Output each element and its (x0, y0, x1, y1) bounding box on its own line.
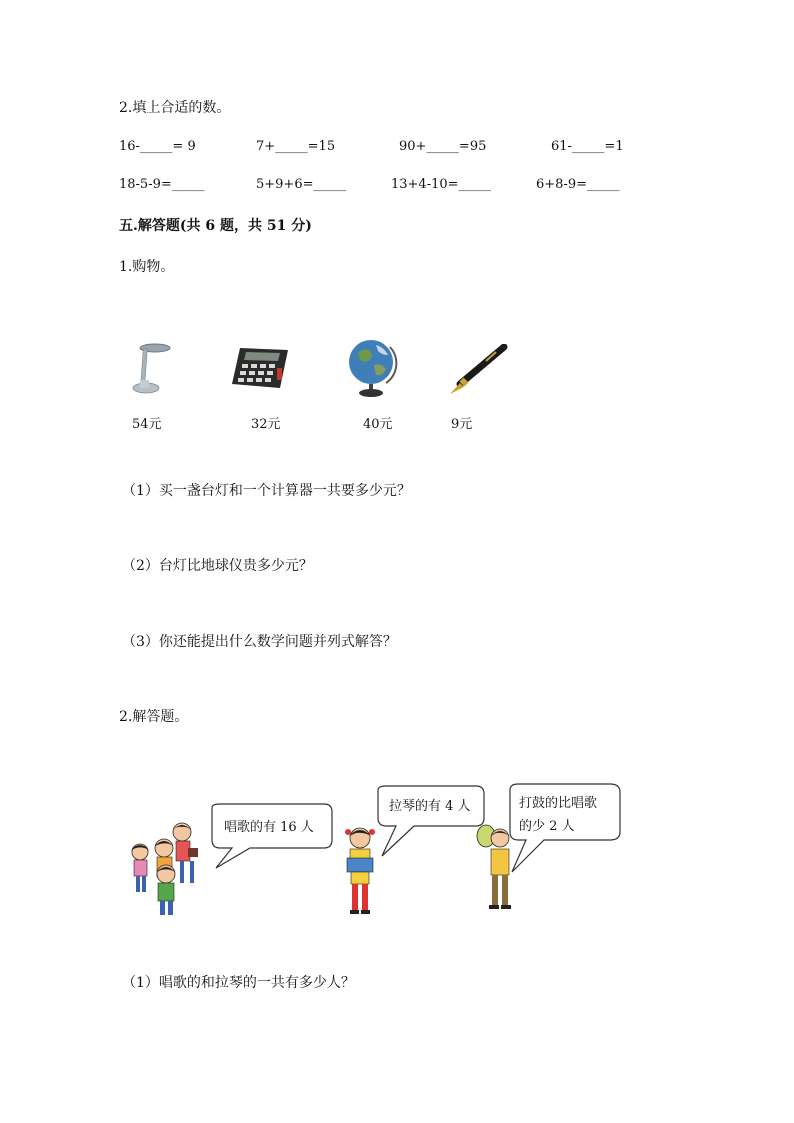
question-2-title: 2.解答题。 (119, 709, 189, 725)
singing-speech-bubble (200, 800, 340, 872)
question-1-sub-1: （1）买一盏台灯和一个计算器一共要多少元？ (122, 483, 411, 499)
singing-children-illustration (124, 818, 214, 922)
drum-bubble-text-line-1: 打鼓的比唱歌 (519, 796, 598, 811)
desk-lamp-icon (130, 340, 172, 398)
fill-problem-8: 6+8-9=_____ (536, 177, 620, 192)
lamp-price: 54元 (132, 417, 162, 432)
fill-section-title: 2.填上合适的数。 (119, 100, 231, 116)
question-2-sub-1: （1）唱歌的和拉琴的一共有多少人？ (122, 975, 355, 991)
globe-price: 40元 (363, 417, 393, 432)
fill-problem-6: 5+9+6=_____ (256, 177, 346, 192)
fill-problem-5: 18-5-9=_____ (119, 177, 205, 192)
fill-problem-3: 90+_____=95 (399, 139, 487, 154)
section-heading: 五.解答题(共 6 题，共 51 分) (119, 218, 312, 234)
pen-price: 9元 (451, 417, 473, 432)
globe-icon (346, 337, 398, 399)
pen-icon (446, 344, 508, 396)
singing-bubble-text: 唱歌的有 16 人 (224, 820, 314, 835)
calculator-price: 32元 (251, 417, 281, 432)
question-1-title: 1.购物。 (119, 259, 175, 275)
drum-bubble-text-line-2: 的少 2 人 (519, 819, 575, 834)
fill-problem-2: 7+_____=15 (256, 139, 336, 154)
question-1-sub-3: （3）你还能提出什么数学问题并列式解答？ (122, 634, 397, 650)
drum-boy-illustration (474, 822, 520, 920)
piano-bubble-text: 拉琴的有 4 人 (389, 799, 471, 814)
fill-problem-4: 61-_____=1 (551, 139, 624, 154)
calculator-icon (230, 346, 290, 390)
accordion-girl-illustration (338, 824, 386, 920)
fill-problem-1: 16-_____= 9 (119, 139, 196, 154)
question-1-sub-2: （2）台灯比地球仪贵多少元？ (122, 558, 313, 574)
fill-problem-7: 13+4-10=_____ (391, 177, 492, 192)
